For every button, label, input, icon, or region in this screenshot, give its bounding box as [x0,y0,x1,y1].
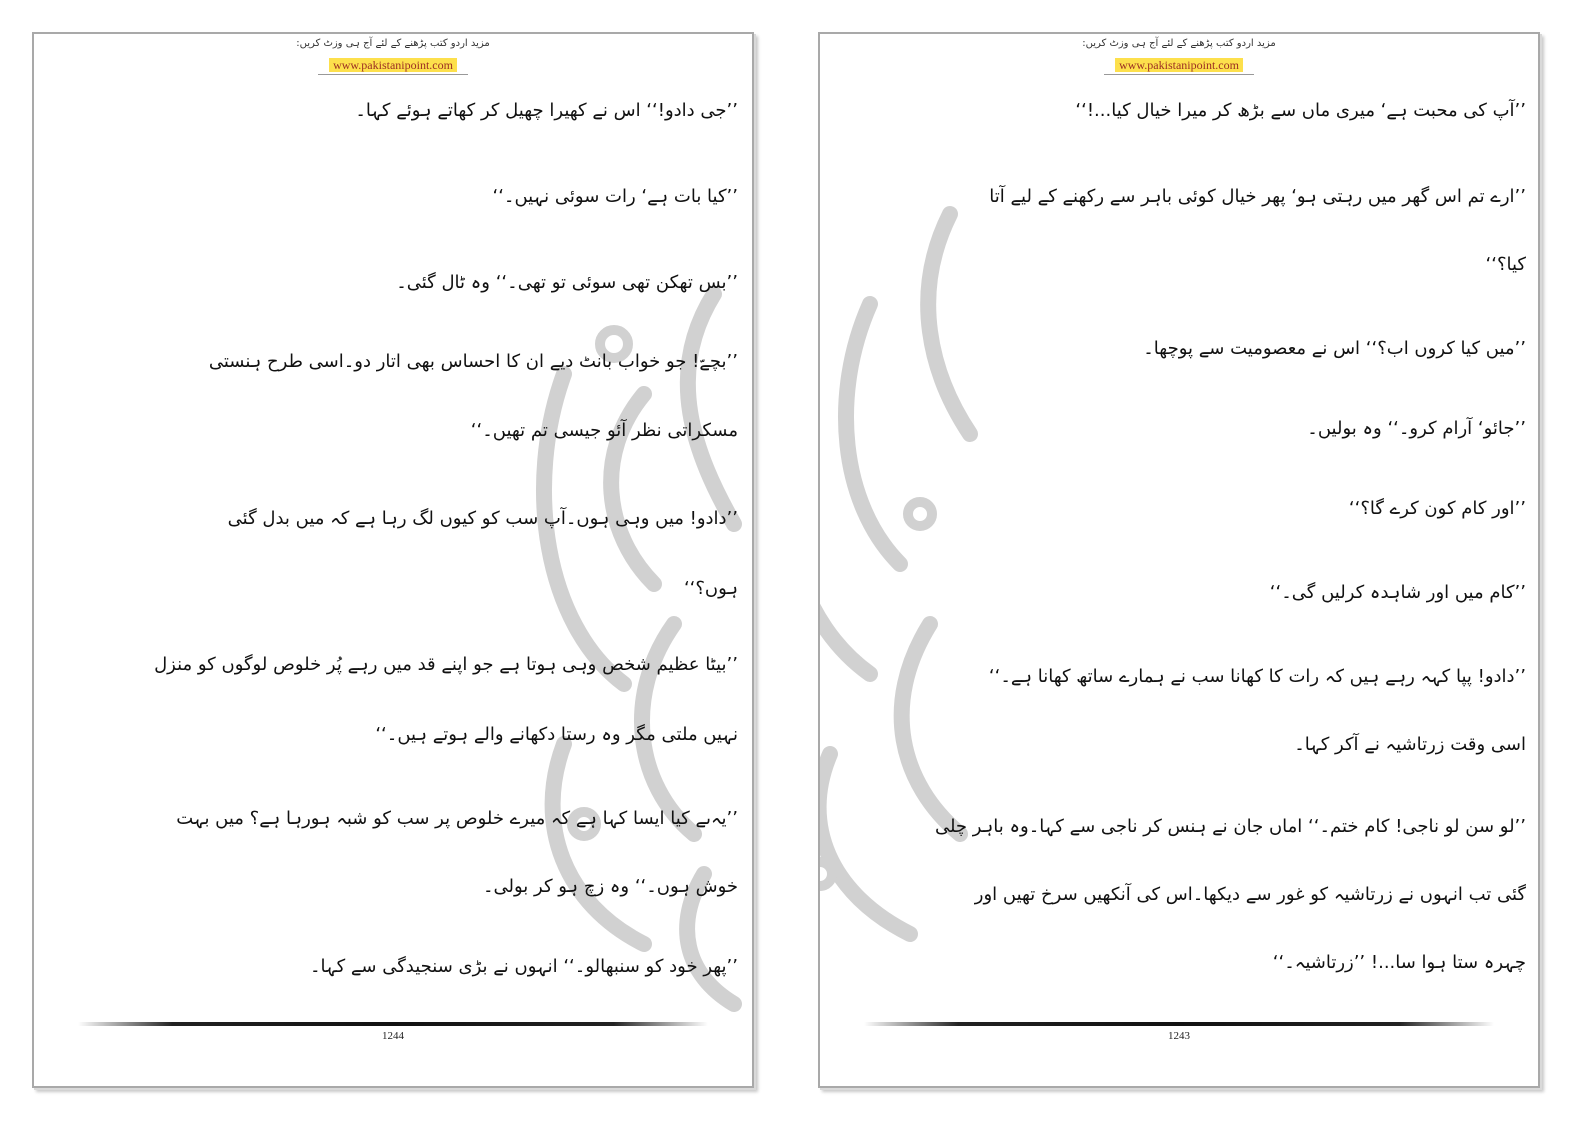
book-page-right [818,32,1540,1088]
text-line: ’’جائو‘ آرام کرو۔‘‘ وہ بولیں۔ [1307,418,1526,439]
text-line: خوش ہوں۔‘‘ وہ زچ ہو کر بولی۔ [482,876,738,897]
text-line: ’’کیا بات ہے‘ رات سوئی نہیں۔‘‘ [492,186,738,207]
text-line: مسکراتی نظر آئو جیسی تم تھیں۔‘‘ [470,420,738,441]
text-line: چہرہ ستا ہوا سا...! ’’زرتاشیہ۔‘‘ [1272,952,1526,973]
site-link-text: www.pakistanipoint.com [329,58,457,72]
text-line: ’’پھر خود کو سنبھالو۔‘‘ انہوں نے بڑی سنجیدگی سے کہا۔ [309,956,738,977]
page-number: 1243 [1168,1030,1190,1042]
page-number: 1244 [382,1030,404,1042]
site-link-text: www.pakistanipoint.com [1115,58,1243,72]
text-line: ’’لو سن لو ناجی! کام ختم۔‘‘ اماں جان نے ہنس کر ناجی سے کہا۔وہ باہر چلی [934,816,1526,837]
text-line: اسی وقت زرتاشیہ نے آکر کہا۔ [1294,734,1526,755]
site-link[interactable] [34,58,752,75]
header-note: مزید اردو کتب پڑھنے کے لئے آج ہی وزٹ کریں: [1082,38,1276,49]
text-line: ہوں؟‘‘ [683,578,738,599]
text-line: ’’اور کام کون کرے گا؟‘‘ [1348,498,1526,519]
text-line: ’’بچےّ! جو خواب بانٹ دیے ان کا احساس بھی اتار دو۔اسی طرح ہنستی [208,351,738,372]
text-line: ’’جی دادو!‘‘ اس نے کھیرا چھیل کر کھاتے ہوئے کہا۔ [355,100,738,121]
text-line: ’’دادو! میں وہی ہوں۔آپ سب کو کیوں لگ رہا ہے کہ میں بدل گئی [227,508,738,529]
text-line: ’’آپ کی محبت ہے‘ میری ماں سے بڑھ کر میرا خیال کیا...!‘‘ [1075,100,1526,121]
site-link[interactable] [820,58,1538,75]
text-line: نہیں ملتی مگر وہ رستا دکھانے والے ہوتے ہیں۔‘‘ [375,724,738,745]
footer-rule [864,1022,1494,1026]
watermark-logo [818,184,1000,964]
text-line: ’’کام میں اور شاہدہ کرلیں گی۔‘‘ [1269,582,1526,603]
text-line: ’’میں کیا کروں اب؟‘‘ اس نے معصومیت سے پوچھا۔ [1143,338,1526,359]
text-line: ’’ارے تم اس گھر میں رہتی ہو‘ پھر خیال کوئی باہر سے رکھنے کے لیے آتا [989,186,1526,207]
footer-rule [78,1022,708,1026]
header-note: مزید اردو کتب پڑھنے کے لئے آج ہی وزٹ کریں: [296,38,490,49]
text-line: ’’بس تھکن تھی سوئی تو تھی۔‘‘ وہ ٹال گئی۔ [396,272,738,293]
text-line: کیا؟‘‘ [1485,254,1526,275]
text-line: ’’یہ‌ںے کیا ایسا کہا ہے کہ میرے خلوص پر سب کو شبہ ہورہا ہے؟ میں بہت [176,808,738,829]
text-line: ’’دادو! پپا کہہ رہے ہیں کہ رات کا کھانا سب نے ہمارے ساتھ کھانا ہے۔‘‘ [988,666,1526,687]
text-line: ’’بیٹا عظیم شخص وہی ہوتا ہے جو اپنے قد میں رہے پُر خلوص لوگوں کو منزل [154,654,738,675]
book-page-left [32,32,754,1088]
text-line: گئی تب انہوں نے زرتاشیہ کو غور سے دیکھا۔اس کی آنکھیں سرخ تھیں اور [974,884,1526,905]
